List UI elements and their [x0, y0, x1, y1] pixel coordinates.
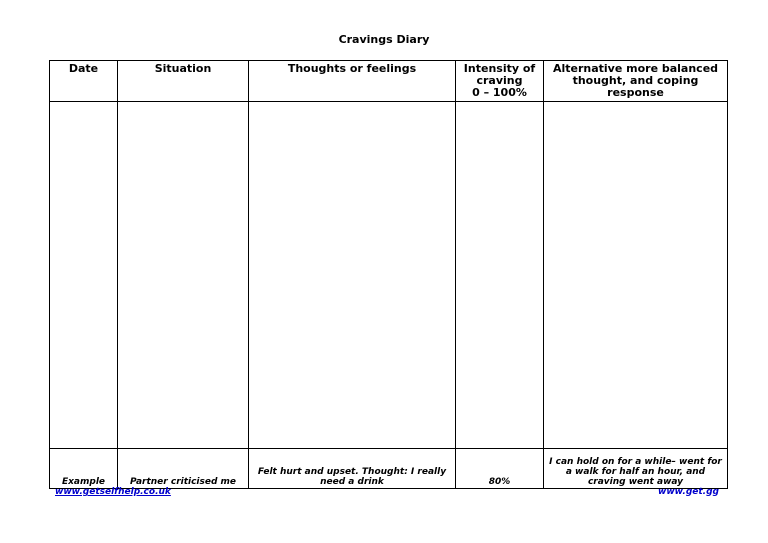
- entry-row: [50, 102, 728, 449]
- entry-cell-date[interactable]: [50, 102, 118, 449]
- entry-cell-intensity[interactable]: [456, 102, 544, 449]
- page-title: Cravings Diary: [338, 33, 430, 46]
- example-thoughts: Felt hurt and upset. Thought: I really need a drink: [249, 449, 456, 489]
- column-header-date: Date: [50, 61, 118, 102]
- example-alternative: I can hold on for a while– went for a walk for half an hour, and craving went away: [544, 449, 728, 489]
- footer-link-getselfhelp[interactable]: www.getselfhelp.co.uk: [55, 487, 171, 497]
- column-header-intensity: Intensity of craving 0 – 100%: [456, 61, 544, 102]
- entry-cell-situation[interactable]: [118, 102, 249, 449]
- entry-cell-thoughts[interactable]: [249, 102, 456, 449]
- column-header-thoughts: Thoughts or feelings: [249, 61, 456, 102]
- header-row: [50, 61, 728, 102]
- footer-link-getgg[interactable]: www.get.gg: [658, 487, 719, 497]
- example-intensity: 80%: [456, 449, 544, 489]
- cravings-diary-table: [49, 60, 728, 489]
- column-header-alternative: Alternative more balanced thought, and coping response: [544, 61, 728, 102]
- column-header-situation: Situation: [118, 61, 249, 102]
- example-date: Example: [50, 449, 118, 489]
- entry-cell-alternative[interactable]: [544, 102, 728, 449]
- example-situation: Partner criticised me: [118, 449, 249, 489]
- example-row: [50, 449, 728, 489]
